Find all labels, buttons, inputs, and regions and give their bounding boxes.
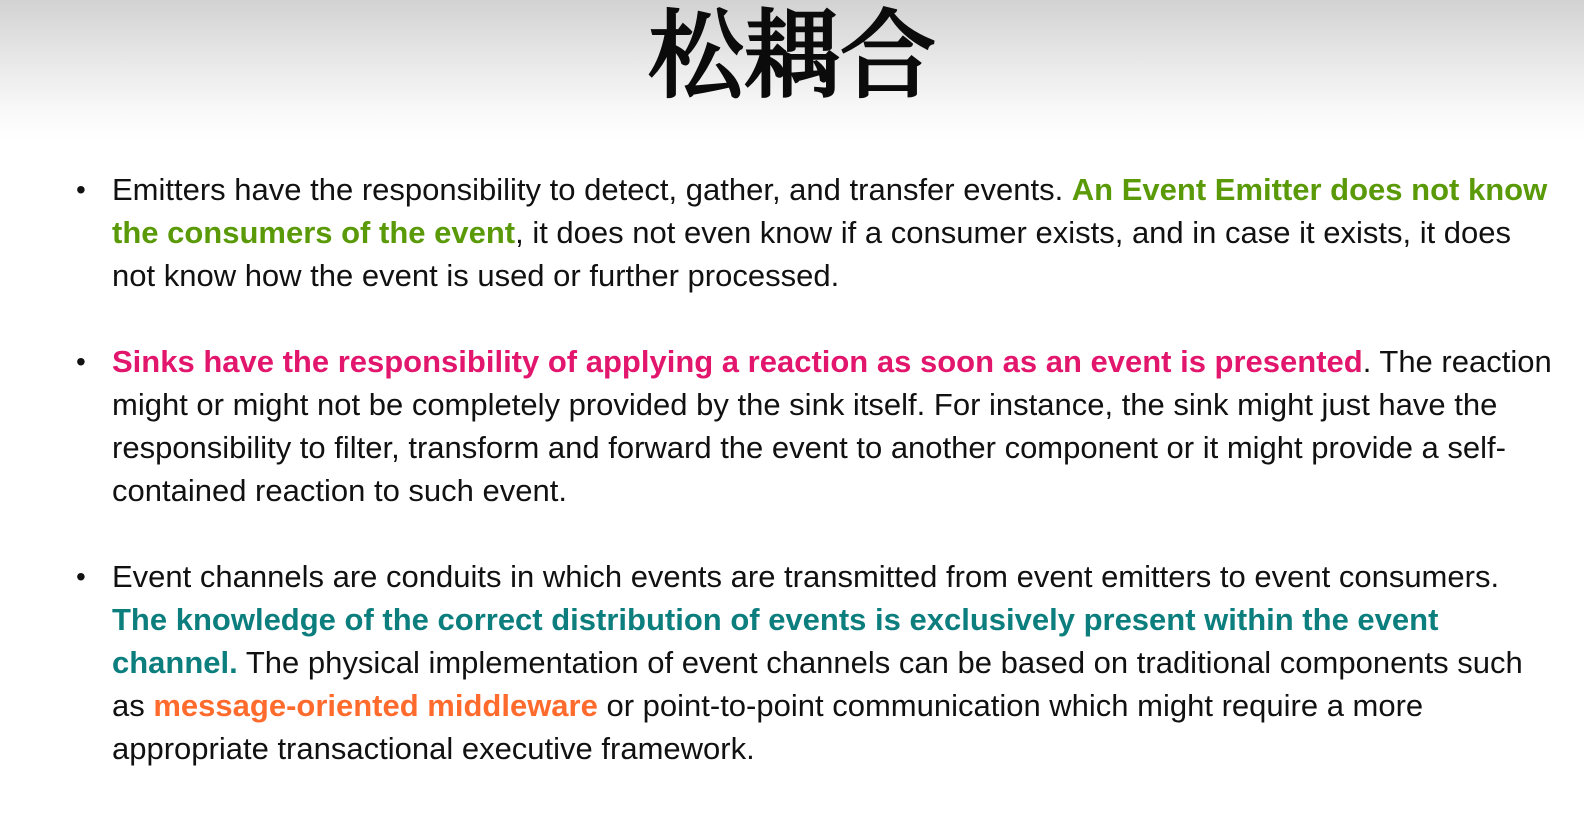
channels-text-middle: The physical implementation of event channels can be based on traditional components such as [112, 645, 1523, 723]
bullet-marker: • [76, 346, 86, 377]
channels-text: Event channels are conduits in which events are transmitted from event emitters to event consumers. [112, 559, 1500, 594]
channels-highlight: The knowledge of the correct distribution of events is exclusively present within the event channel. [112, 602, 1439, 680]
bullet-event-channels [76, 555, 1556, 770]
sinks-text: . The reaction might or might not be completely provided by the sink itself. For instance, the sink might just have the responsibility to filter, transform and forward the event to another component or it might provide a self-contained reaction to such event. [112, 344, 1552, 508]
channels-text-end: or point-to-point communication which might require a more appropriate transactional executive framework. [112, 688, 1424, 766]
emitters-text: Emitters have the responsibility to detect, gather, and transfer events. [112, 172, 1072, 207]
bullet-sinks [76, 340, 1556, 512]
bullet-list [76, 168, 1556, 770]
middleware-highlight: message-oriented middleware [153, 688, 598, 723]
bullet-marker: • [76, 174, 86, 205]
sinks-highlight: Sinks have the responsibility of applying a reaction as soon as an event is presented [112, 344, 1363, 379]
emitters-highlight: An Event Emitter does not know the consumers of the event [112, 172, 1548, 250]
bullet-marker: • [76, 561, 86, 592]
emitters-text-rest: , it does not even know if a consumer exists, and in case it exists, it does not know how the event is used or further processed. [112, 215, 1512, 293]
slide-title: 松耦合 [648, 0, 936, 112]
bullet-emitters [76, 168, 1556, 297]
